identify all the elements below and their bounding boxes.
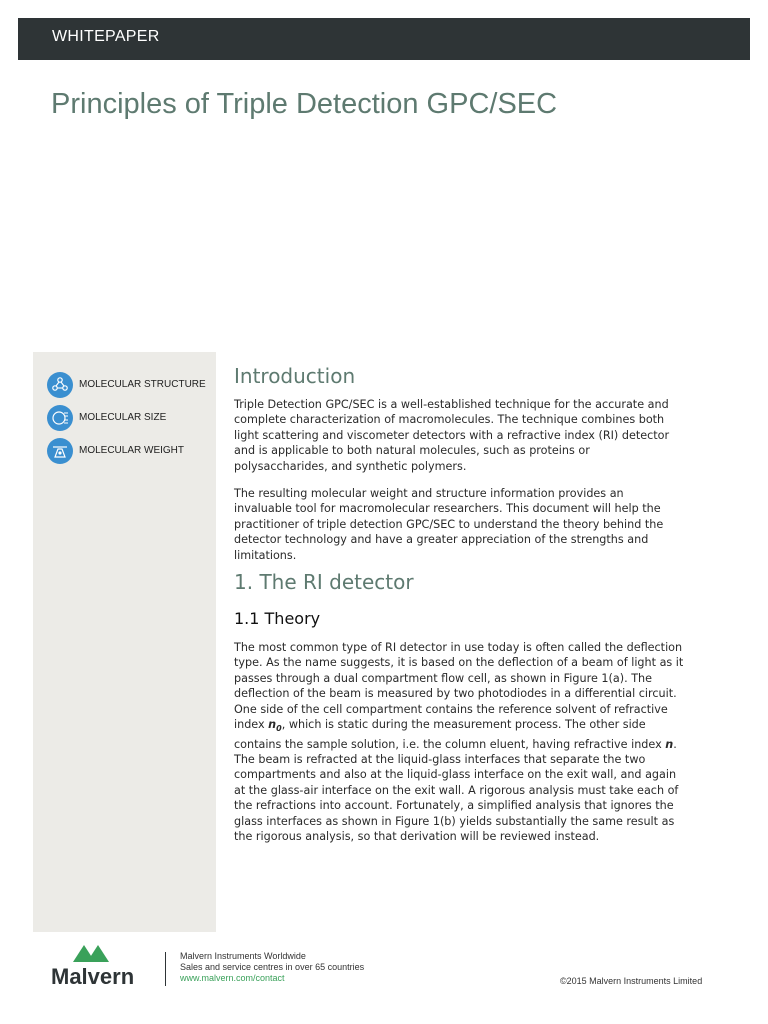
sidebar-item-label: MOLECULAR SIZE: [79, 412, 167, 423]
logo-mark-icon: [73, 942, 133, 964]
molecular-size-icon: [47, 405, 73, 431]
theory-subheading: 1.1 Theory: [234, 609, 321, 628]
symbol-n0: [268, 718, 282, 734]
symbol-n0-subscript: 0: [276, 724, 282, 734]
sidebar-item-label: MOLECULAR WEIGHT: [79, 445, 185, 456]
symbol-n: n: [665, 737, 674, 751]
sidebar-item-molecular-size: [47, 405, 217, 431]
header-label: WHITEPAPER: [52, 28, 160, 45]
sidebar-item-label: MOLECULAR STRUCTURE: [79, 379, 206, 390]
molecular-weight-icon: [47, 438, 73, 464]
footer-divider: [165, 952, 166, 986]
footer-line-1: Malvern Instruments Worldwide: [180, 951, 306, 961]
footer-contact-link[interactable]: www.malvern.com/contact: [180, 973, 285, 983]
footer-contact: [180, 951, 364, 984]
page-title: Principles of Triple Detection GPC/SEC: [51, 88, 558, 120]
theory-text-c: . The beam is refracted at the liquid-glass interfaces that separate the two compartments and also at the liquid-glass interface on the exit wall, and again at the glass-air interface on the exit wall. A rigorous analysis must take each of the refractions into account. Fortunately, a simplified analysis that ignores the glass interfaces as shown in Figure 1(b) yields substantially the same result as the rigorous analysis, so that derivation will be reviewed instead.: [234, 737, 679, 844]
intro-paragraph-2: The resulting molecular weight and structure information provides an invaluable tool for macromolecular researchers. This document will help the practitioner of triple detection GPC/SEC to understand the theory behind the detector technology and have a greater appreciation of the strengths and limitations.: [234, 487, 664, 562]
intro-paragraph-1: Triple Detection GPC/SEC is a well-established technique for the accurate and complete characterization of macromolecules. The technique combines both light scattering and viscometer detectors with a refractive index (RI) detector and is applicable to both natural molecules, such as proteins or polysaccharides, and synthetic polymers.: [234, 398, 670, 473]
footer-line-2: Sales and service centres in over 65 countries: [180, 962, 365, 972]
sidebar: [33, 352, 216, 932]
sidebar-item-molecular-structure: [47, 372, 217, 398]
malvern-logo: [51, 942, 151, 990]
symbol-n0-base: n: [268, 718, 277, 732]
header-bar: [18, 18, 750, 60]
sidebar-item-molecular-weight: [47, 438, 217, 464]
theory-paragraph: [234, 640, 684, 845]
copyright-notice: ©2015 Malvern Instruments Limited: [560, 976, 703, 986]
theory-text-b: , which is static during the measurement process. The other side contains the sample solution, i.e. the column eluent, having refractive index: [234, 718, 666, 751]
introduction-heading: Introduction: [234, 364, 356, 388]
theory-text-a: The most common type of RI detector in use today is often called the deflection type. As the name suggests, it is based on the deflection of a beam of light as it passes through a dual compartment flow cell, as shown in Figure 1(a). The deflection of the beam is measured by two photodiodes in a differential circuit. One side of the cell compartment contains the reference solvent of refractive index: [234, 641, 684, 732]
molecular-structure-icon: [47, 372, 73, 398]
ri-detector-heading: 1. The RI detector: [234, 570, 414, 594]
logo-wordmark: Malvern: [51, 964, 135, 989]
